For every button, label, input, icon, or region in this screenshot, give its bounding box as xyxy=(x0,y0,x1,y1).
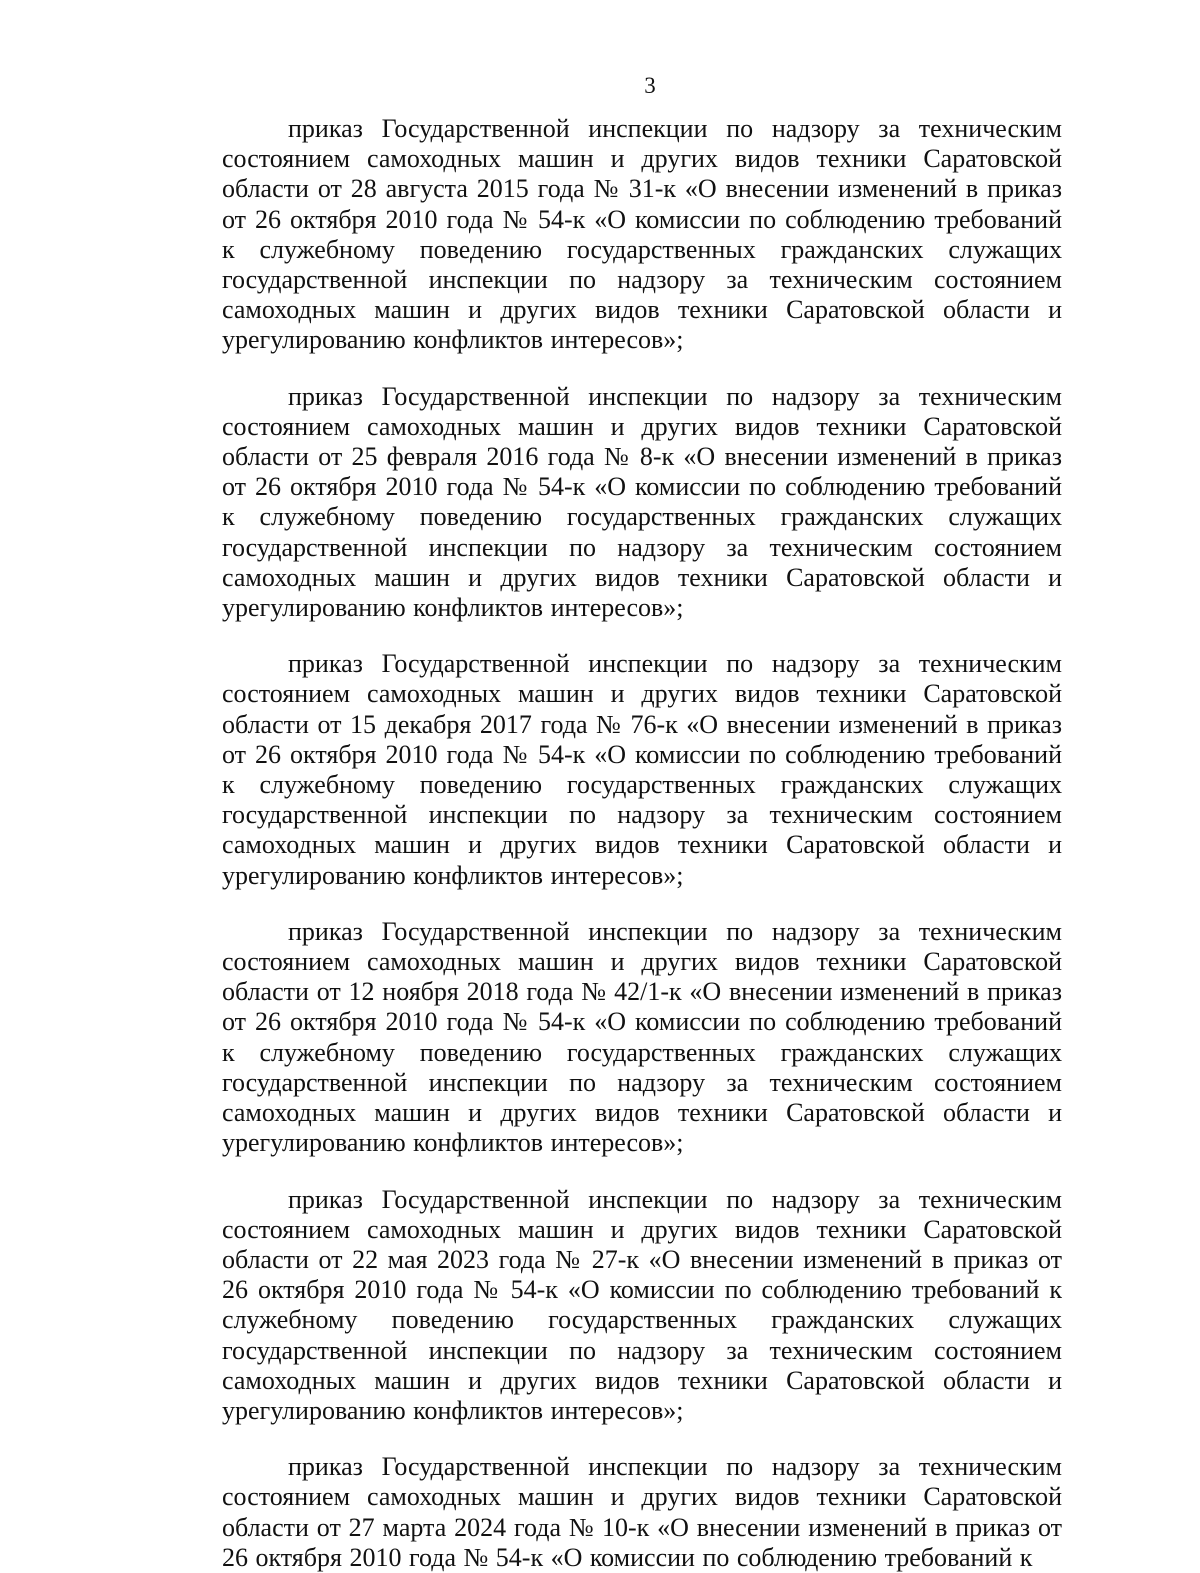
order-paragraph-5: приказ Государственной инспекции по надзору за техническим состоянием самоходных машин и других видов техники Саратовской области от 22 мая 2023 года № 27-к «О внесении изменений в приказ от 26 октября 2010 года № 54-к «О комиссии по соблюдению требований к служебному поведению государственных гражданских служащих государственной инспекции по надзору за техническим состоянием самоходных машин и других видов техники Саратовской области и урегулированию конфликтов интересов»; xyxy=(222,1184,1062,1425)
order-paragraph-6: приказ Государственной инспекции по надзору за техническим состоянием самоходных машин и других видов техники Саратовской области от 27 марта 2024 года № 10-к «О внесении изменений в приказ от 26 октября 2010 года № 54-к «О комиссии по соблюдению требований к xyxy=(222,1452,1062,1572)
order-paragraph-4: приказ Государственной инспекции по надзору за техническим состоянием самоходных машин и других видов техники Саратовской области от 12 ноября 2018 года № 42/1-к «О внесении изменений в приказ от 26 октября 2010 года № 54-к «О комиссии по соблюдению требований к служебному поведению государственных гражданских служащих государственной инспекции по надзору за техническим состоянием самоходных машин и других видов техники Саратовской области и урегулированию конфликтов интересов»; xyxy=(222,916,1062,1158)
document-body xyxy=(222,114,1062,1573)
order-paragraph-2: приказ Государственной инспекции по надзору за техническим состоянием самоходных машин и других видов техники Саратовской области от 25 февраля 2016 года № 8-к «О внесении изменений в приказ от 26 октября 2010 года № 54-к «О комиссии по соблюдению требований к служебному поведению государственных гражданских служащих государственной инспекции по надзору за техническим состоянием самоходных машин и других видов техники Саратовской области и урегулированию конфликтов интересов»; xyxy=(222,381,1062,623)
order-paragraph-1: приказ Государственной инспекции по надзору за техническим состоянием самоходных машин и других видов техники Саратовской области от 28 августа 2015 года № 31-к «О внесении изменений в приказ от 26 октября 2010 года № 54-к «О комиссии по соблюдению требований к служебному поведению государственных гражданских служащих государственной инспекции по надзору за техническим состоянием самоходных машин и других видов техники Саратовской области и урегулированию конфликтов интересов»; xyxy=(222,114,1062,355)
order-paragraph-3: приказ Государственной инспекции по надзору за техническим состоянием самоходных машин и других видов техники Саратовской области от 15 декабря 2017 года № 76-к «О внесении изменений в приказ от 26 октября 2010 года № 54-к «О комиссии по соблюдению требований к служебному поведению государственных гражданских служащих государственной инспекции по надзору за техническим состоянием самоходных машин и других видов техники Саратовской области и урегулированию конфликтов интересов»; xyxy=(222,649,1062,890)
page-number: 3 xyxy=(644,73,656,98)
